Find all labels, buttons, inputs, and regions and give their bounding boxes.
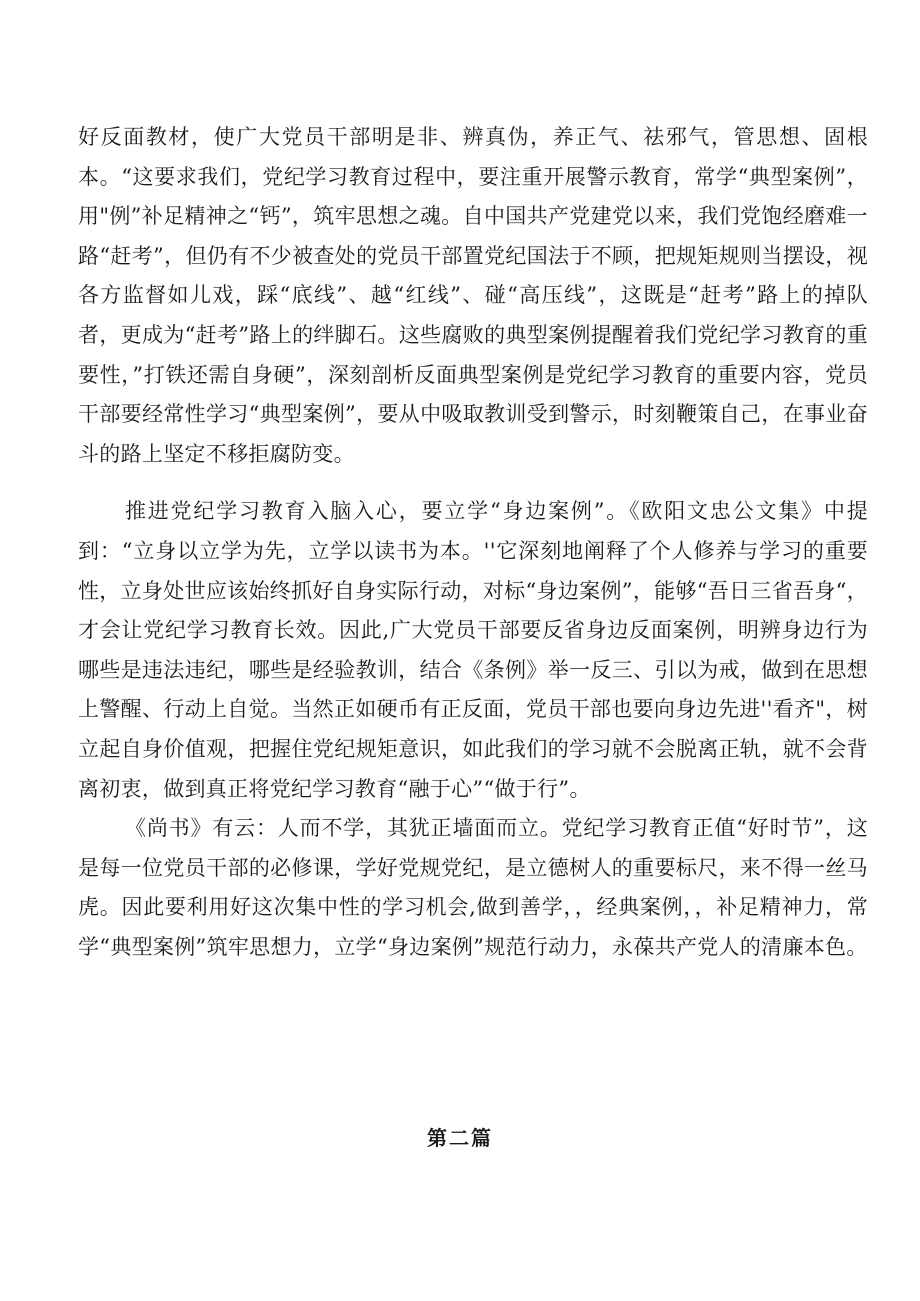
paragraph-gap <box>78 474 868 492</box>
paragraph-2: 推进党纪学习教育入脑入心，要立学“身边案例”。《欧阳文忠公文集》中提到：“立身以立学为先，立学以读书为本。''它深刻地阐释了个人修养与学习的重要性，立身处世应该始终抓好自身实际行动，对标“身边案例”，能够“吾日三省吾身“，才会让党纪学习教育长效。因此,广大党员干部要反省身边反面案例，明辨身边行为哪些是违法违纪，哪些是经验教训，结合《条例》举一反三、引以为戒，做到在思想上警醒、行动上自觉。当然正如硬币有正反面，党员干部也要向身边先进''看齐"，树立起自身价值观，把握住党纪规矩意识，如此我们的学习就不会脱离正轨，就不会背离初衷，做到真正将党纪学习教育“融于心”“做于行”。 <box>78 499 868 801</box>
document-body <box>78 118 868 967</box>
paragraph-3: 《尚书》有云：人而不学，其犹正墙面而立。党纪学习教育正值“好时节”，这是每一位党员干部的必修课，学好党规党纪，是立德树人的重要标尺，来不得一丝马虎。因此要利用好这次集中性的学习机会,做到善学，，经典案例，，补足精神力，常学“典型案例”筑牢思想力，立学“身边案例”规范行动力，永葆共产党人的清廉本色。 <box>78 816 868 959</box>
paragraph-1: 好反面教材，使广大党员干部明是非、辨真伪，养正气、祛邪气，管思想、固根本。“这要求我们，党纪学习教育过程中，要注重开展警示教育，常学“典型案例”，用"例”补足精神之“钙”，筑牢思想之魂。自中国共产党建党以来，我们党饱经磨难一路“赶考”，但仍有不少被查处的党员干部置党纪国法于不顾，把规矩规则当摆设，视各方监督如儿戏，踩“底线”、越“红线”、碰“高压线”，这既是“赶考”路上的掉队者，更成为“赶考”路上的绊脚石。这些腐败的典型案例提醒着我们党纪学习教育的重要性，”打铁还需自身硬”，深刻剖析反面典型案例是党纪学习教育的重要内容，党员干部要经常性学习“典型案例”，要从中吸取教训受到警示，时刻鞭策自己，在事业奋斗的路上坚定不移拒腐防变。 <box>78 125 868 466</box>
section-heading: 第二篇 <box>427 1126 493 1150</box>
